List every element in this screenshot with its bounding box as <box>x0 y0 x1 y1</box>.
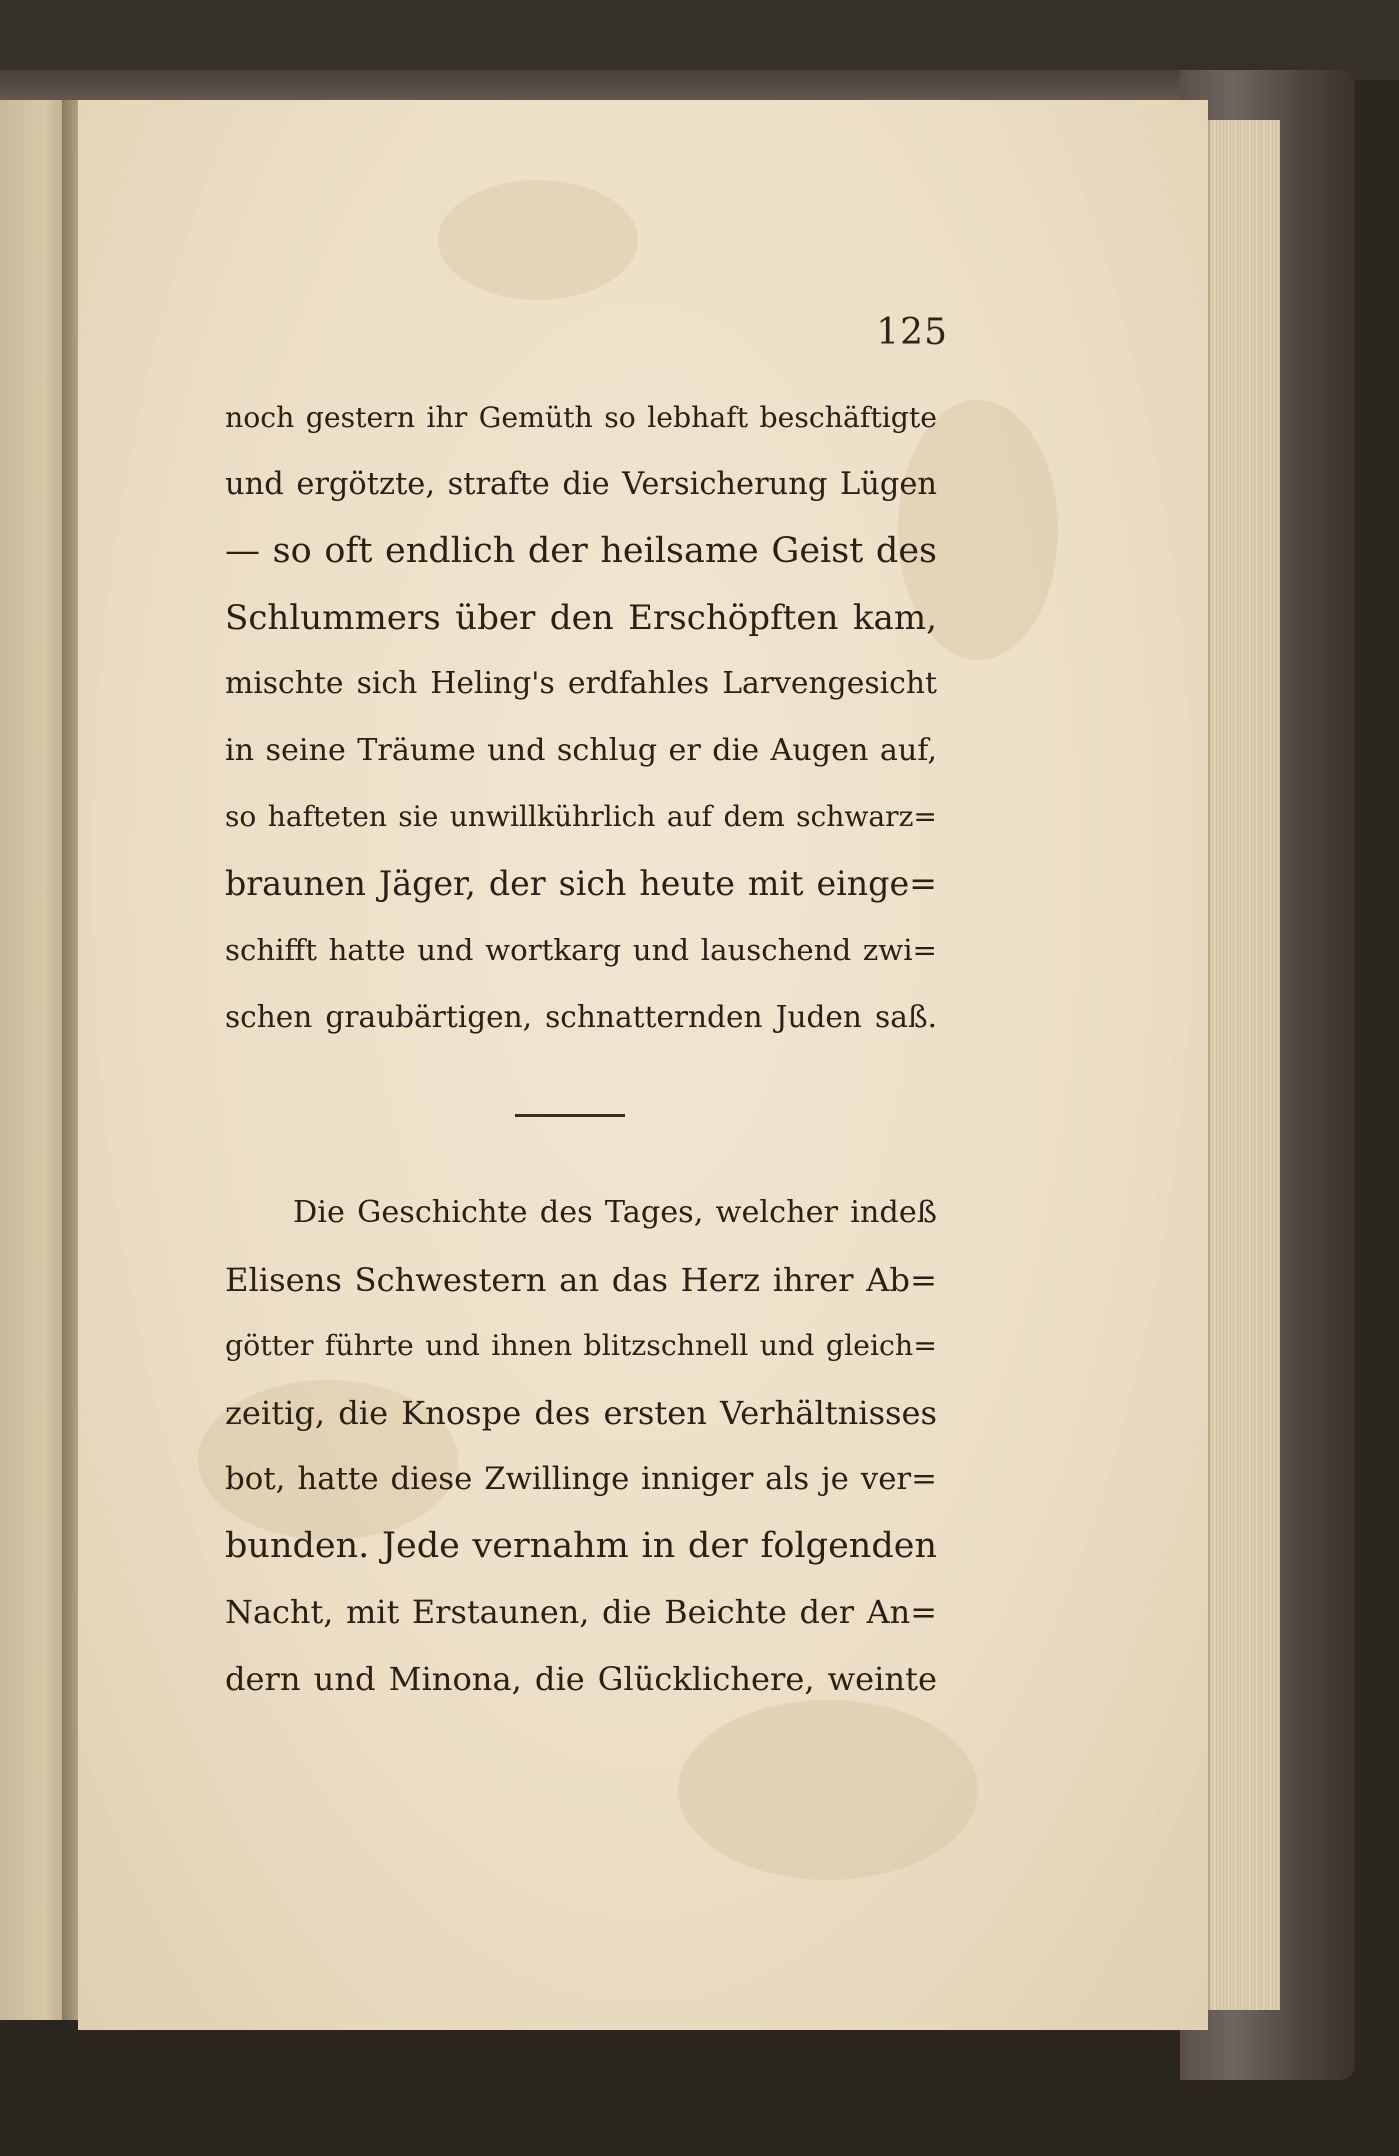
stain <box>678 1700 978 1880</box>
text-line: — so oft endlich der heilsame Geist des <box>225 531 937 571</box>
text-line: mischte sich Heling's erdfahles Larvengesicht <box>225 666 937 701</box>
text-line: braunen Jäger, der sich heute mit einge= <box>225 863 937 903</box>
text-line: und ergötzte, strafte die Versicherung Lügen <box>225 466 937 502</box>
background-top <box>0 0 1399 80</box>
text-line: bot, hatte diese Zwillinge inniger als je ver= <box>225 1461 937 1497</box>
text-line: schifft hatte und wortkarg und lauschend zwi= <box>225 933 937 967</box>
text-line: Elisens Schwestern an das Herz ihrer Ab= <box>225 1260 937 1299</box>
paragraph-2 <box>225 1180 937 1712</box>
text-line: so hafteten sie unwillkührlich auf dem schwarz= <box>225 800 937 833</box>
text-line: dern und Minona, die Glücklichere, weinte <box>225 1659 937 1698</box>
text-line: noch gestern ihr Gemüth so lebhaft beschäftigte <box>225 401 937 434</box>
text-line: in seine Träume und schlug er die Augen auf, <box>225 732 937 768</box>
text-line: götter führte und ihnen blitzschnell und gleich= <box>225 1329 937 1362</box>
paragraph-1 <box>225 385 937 1050</box>
section-divider <box>515 1114 625 1117</box>
text-line: Nacht, mit Erstaunen, die Beichte der An= <box>225 1593 937 1631</box>
text-line: Die Geschichte des Tages, welcher indeß <box>293 1195 937 1230</box>
page-number: 125 <box>876 312 948 353</box>
text-line: bunden. Jede vernahm in der folgenden <box>225 1525 937 1566</box>
text-line: Schlummers über den Erschöpften kam, <box>225 597 937 638</box>
stain <box>438 180 638 300</box>
text-line: zeitig, die Knospe des ersten Verhältnisses <box>225 1393 937 1432</box>
text-line: schen graubärtigen, schnatternden Juden saß. <box>225 999 937 1034</box>
page-stack-edges <box>1208 120 1280 2010</box>
